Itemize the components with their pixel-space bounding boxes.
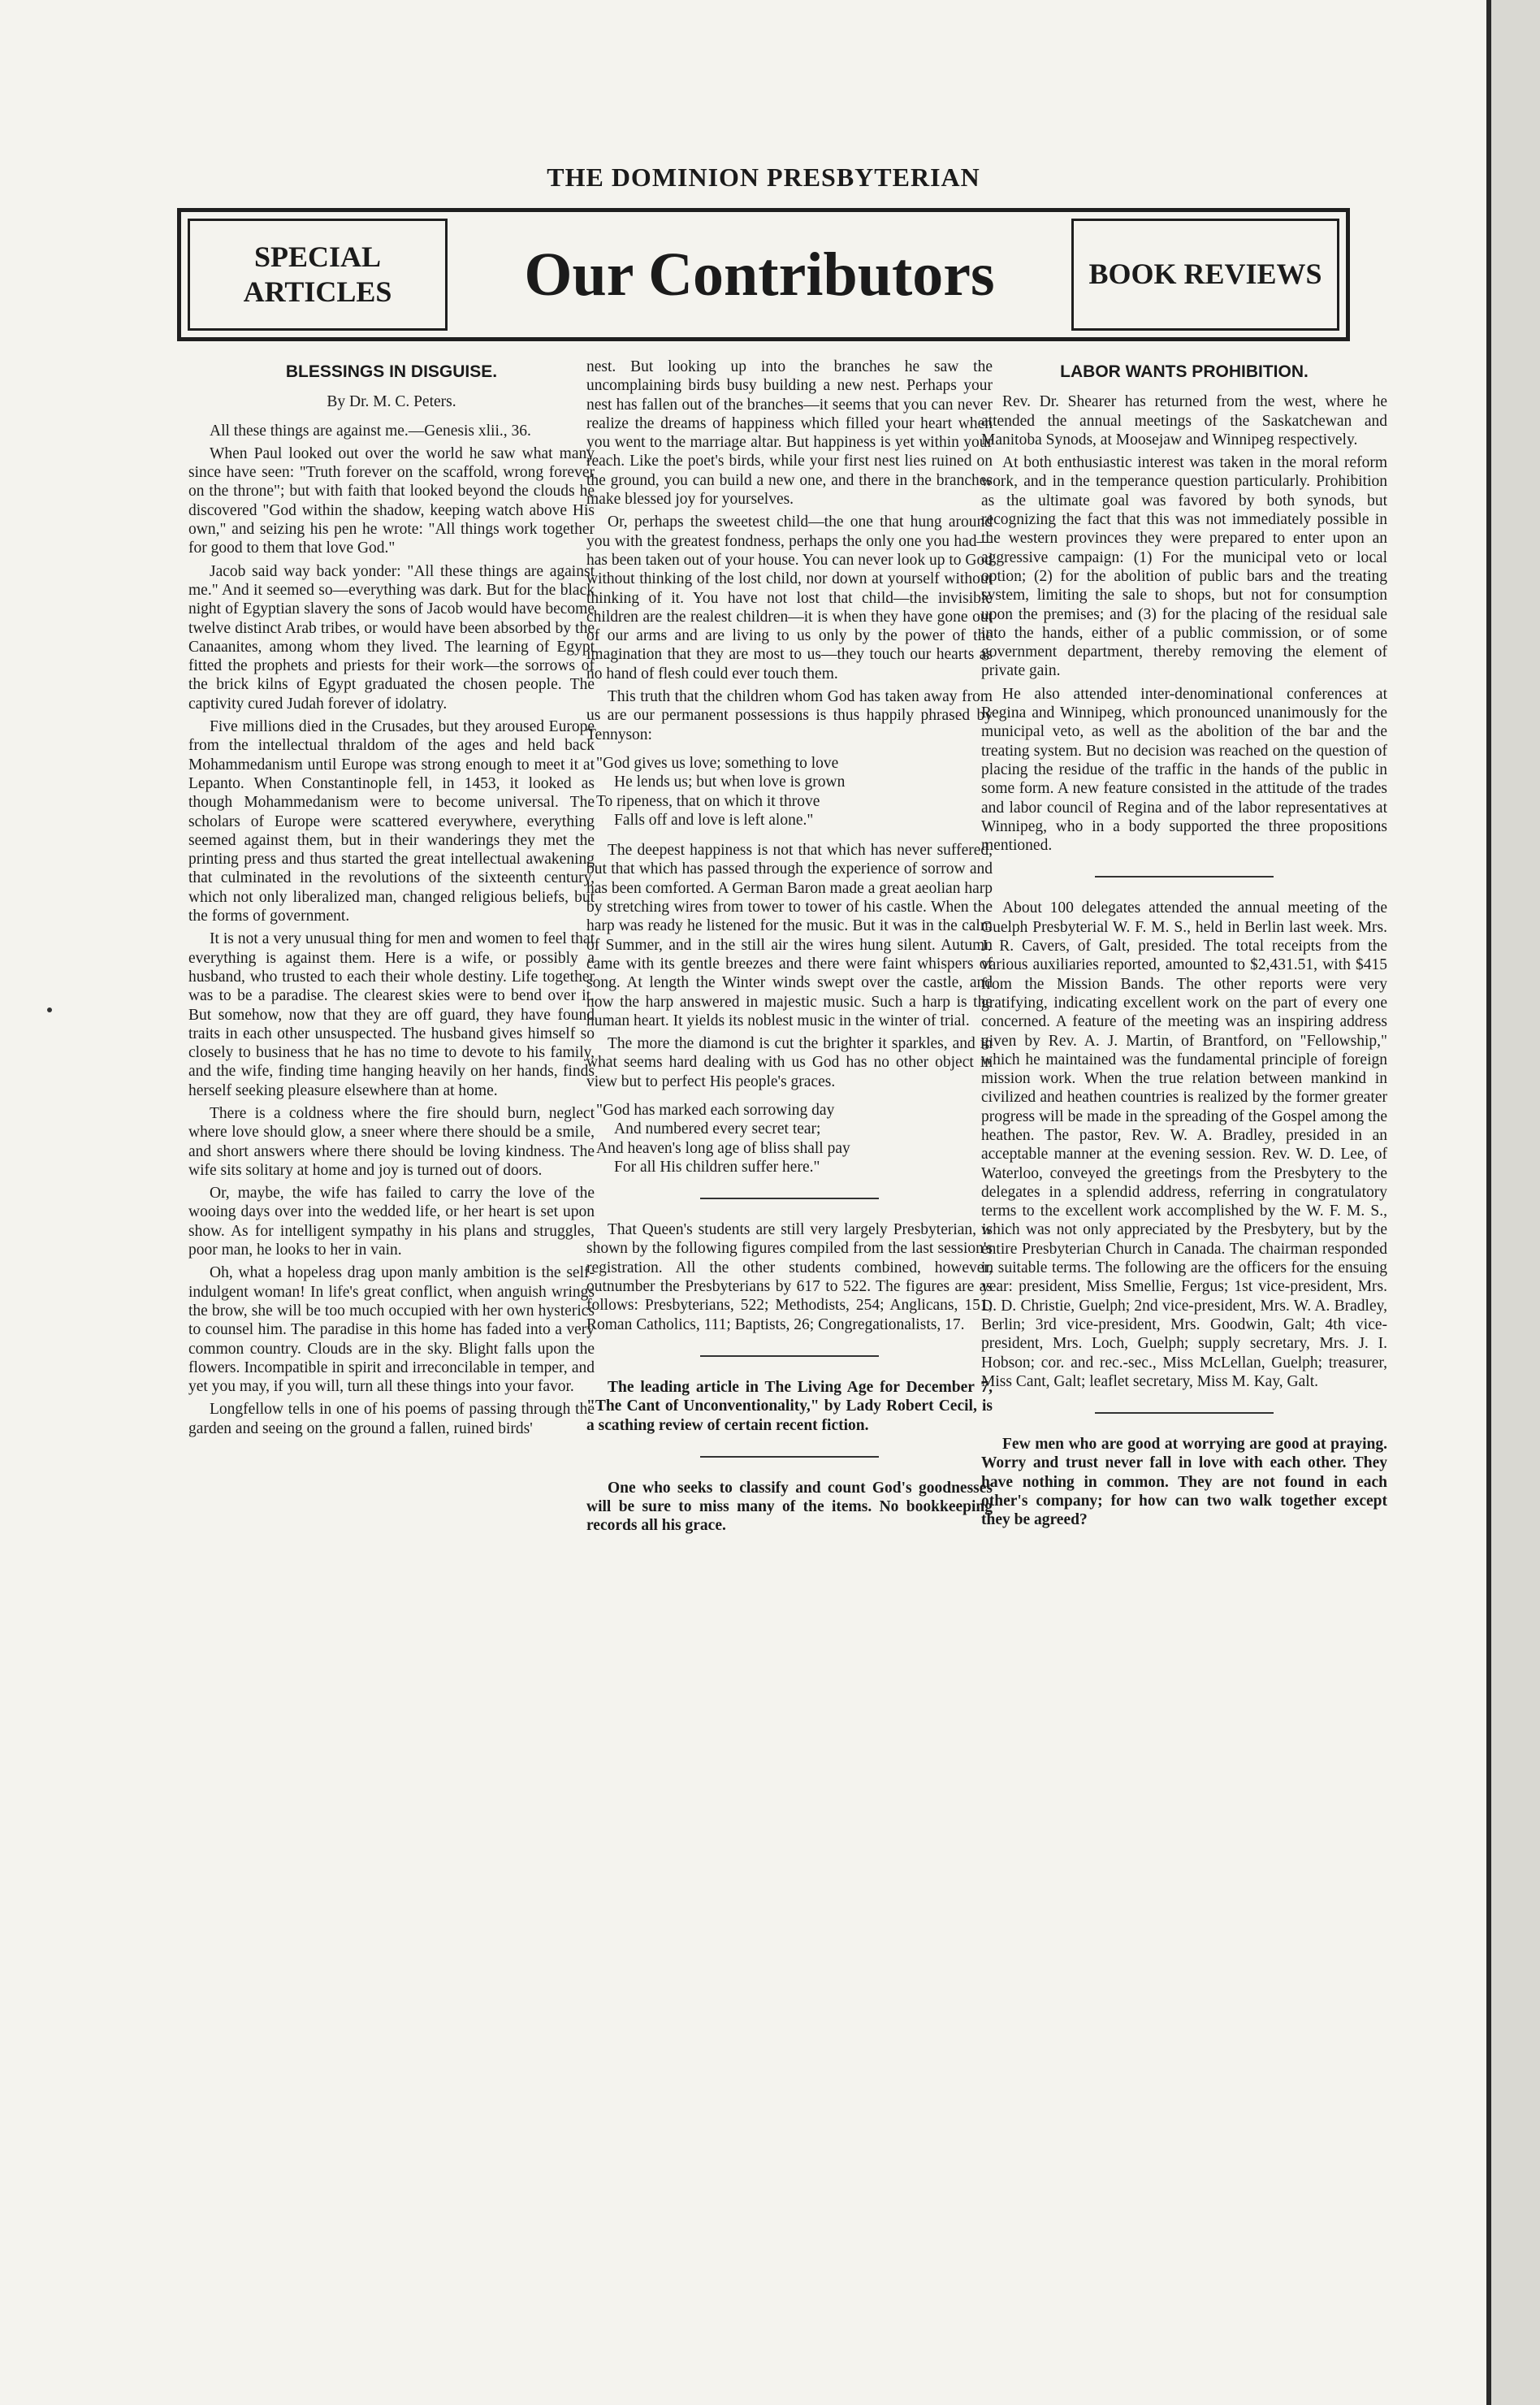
- masthead: THE DOMINION PRESBYTERIAN: [547, 162, 980, 192]
- article-headline: LABOR WANTS PROHIBITION.: [1060, 362, 1309, 381]
- paragraph: Longfellow tells in one of his poems of passing through the garden and seeing on the ground a fallen, ruined birds': [188, 1401, 595, 1437]
- special-articles-box: SPECIAL ARTICLES: [188, 219, 448, 331]
- verse-line: "God gives us love; something to love: [596, 754, 839, 772]
- column-3: [981, 358, 1387, 1534]
- paragraph: About 100 delegates attended the annual meeting of the Guelph Presbyterial W. F. M. S., held in Berlin last week. Mrs. J. R. Cavers, of Galt, presided. The total receipts from the various auxiliaries reported, amounted to $2,431.51, with $415 from the Mission Bands. The other reports were very gratifying, indicating excellent work on the part of every one concerned. A feature of the meeting was an inspiring address given by Rev. A. J. Martin, of Brantford, on "Fellowship," which he maintained was the fundamental principle of foreign mission work. When the true relation between mankind in civilized and heathen countries is realized by the former greater progress will be made in the spreading of the Gospel among the heathen. The pastor, Rev. W. A. Bradley, presided in an acceptable manner at the evening session. Rev. W. D. Lee, of Waterloo, conveyed the greetings from the Presbytery to the delegates in a splendid address, referring in congratulatory terms to the excellent work accomplished by the W. F. M. S., which was not only appreciated by the Presbytery, but by the entire Presbyterian Church in Canada. The chairman responded in suitable terms. The following are the officers for the ensuing year: president, Miss Smellie, Fergus; 1st vice-president, Mrs. D. D. Christie, Guelph; 2nd vice-president, Mrs. W. A. Bradley, Berlin; 3rd vice-president, Mrs. Goodwin, Galt; 4th vice-president, Mrs. Loch, Guelph; supply secretary, Mrs. J. I. Hobson; cor. and rec.-sec., Miss McLellan, Guelph; treasurer, Miss Cant, Galt; leaflet secretary, Miss M. Kay, Galt.: [981, 899, 1387, 1390]
- paragraph: This truth that the children whom God has taken away from us are our permanent possessions is thus happily phrased by Tennyson:: [586, 688, 993, 743]
- divider-rule: [700, 1456, 879, 1458]
- paragraph: Five millions died in the Crusades, but they aroused Europe from the intellectual thraldom of the ages and held back Mohammedanism until Europe was strong enough to meet it at Lepanto. When Constantinople fell, in 1453, it looked as though Mohammedanism were to become universal. The scholars of Europe were scattered everywhere, everything seemed against them, but in their wanderings they met the printing press and thus started the great intellectual awakening that culminated in the revolutions of the sixteenth century, which not only liberalized man, changed religious beliefs, but the forms of government.: [188, 718, 595, 925]
- section-title: Our Contributors: [524, 240, 995, 309]
- paragraph: The deepest happiness is not that which has never suffered, but that which has passed through the experience of sorrow and has been comforted. A German Baron made a great aeolian harp by stretching wires from tower to tower of his castle. When the harp was ready he listened for the music. But it was in the calm of Summer, and in the still air the wires hung silent. Autumn came with its gentle breezes and there were faint whispers of song. At length the Winter winds swept over the castle, and now the harp answered in majestic music. Such a harp is the human heart. It yields its noblest music in the winter of trial.: [586, 842, 993, 1029]
- verse-line: And heaven's long age of bliss shall pay: [596, 1139, 850, 1157]
- paragraph: It is not a very unusual thing for men and women to feel that everything is against them. Here is a wife, or possibly a husband, who trusted to each their whole destiny. Life together was to be a paradise. The clearest skies were to bend over it. But somehow, now that they are off guard, they have found traits in each other unsuspected. The husband gives himself so closely to business that he has no time to devote to his family, and the wife, finding time hanging heavily on her hands, finds herself seeking pleasure elsewhere than at home.: [188, 930, 595, 1099]
- paragraph: One who seeks to classify and count God's goodnesses will be sure to miss many of the items. No bookkeeping records all his grace.: [586, 1479, 993, 1535]
- paragraph: That Queen's students are still very largely Presbyterian, is shown by the following figures compiled from the last session's registration. All the other students combined, however, outnumber the Presbyterians by 617 to 522. The figures are as follows: Presbyterians, 522; Methodists, 254; Anglicans, 151; Roman Catholics, 111; Baptists, 26; Congregationalists, 17.: [586, 1221, 993, 1333]
- paragraph: Oh, what a hopeless drag upon manly ambition is the self-indulgent woman! In life's great conflict, when anguish wrings the brow, she will be too much occupied with her own hysterics to counsel him. The paradise in this home has faded into a very common country. Clouds are in the sky. Blight falls upon the flowers. Incompatible in spirit and irreconcilable in temper, and yet you may, if you will, turn all these things into your favor.: [188, 1264, 595, 1396]
- page-edge: [1486, 0, 1540, 2405]
- paragraph: At both enthusiastic interest was taken in the moral reform work, and in the temperance question particularly. Prohibition as the ultimate goal was favored by both synods, but recognizing the fact that this was not immediately possible in the western provinces they were prepared to enter upon an aggressive campaign: (1) For the municipal veto or local option; (2) for the abolition of public bars and the treating system, limiting the sale to shops, but not for consumption upon the premises; and (3) for the placing of the residual sale into the hands, either of a public commission, or of some government department, thereby removing the element of private gain.: [981, 454, 1387, 680]
- ink-dot: [47, 1008, 52, 1012]
- divider-rule: [1095, 876, 1274, 878]
- divider-rule: [700, 1198, 879, 1199]
- verse-line: He lends us; but when love is grown: [614, 774, 846, 791]
- poem-verse: [596, 1101, 993, 1176]
- verse-line: And numbered every secret tear;: [614, 1120, 821, 1138]
- column-2: [586, 358, 993, 1540]
- paragraph: The more the diamond is cut the brighter it sparkles, and in what seems hard dealing with us God has no other object in view but to perfect His people's graces.: [586, 1035, 993, 1090]
- paragraph: Jacob said way back yonder: "All these things are against me." And it seemed so—everything was dark. But for the black night of Egyptian slavery the sons of Jacob would have become twelve distinct Arab tribes, or would have been absorbed by the Canaanites, among whom they lived. The learning of Egypt fitted the prophets and priests for their work—the sorrows of the brick kilns of Egypt graduated the chosen people. The captivity cured Judah forever of idolatry.: [188, 562, 595, 713]
- article-headline: BLESSINGS IN DISGUISE.: [285, 362, 498, 381]
- paragraph: nest. But looking up into the branches he saw the uncomplaining birds busy building a new nest. Perhaps your nest has fallen out of the branches—it seems that you can never realize the dreams of happiness which filled your heart when you went to the marriage altar. But happiness is yet within your reach. Like the poet's birds, while your first nest lies ruined on the ground, you can build a new one, and there in the branches make blessed joy for yourselves.: [586, 358, 993, 509]
- paragraph: The leading article in The Living Age for December 7, "The Cant of Unconventionality," by Lady Robert Cecil, is a scathing review of certain recent fiction.: [586, 1378, 993, 1434]
- verse-line: For all His children suffer here.": [614, 1158, 820, 1176]
- divider-rule: [700, 1355, 879, 1357]
- divider-rule: [1095, 1412, 1274, 1414]
- paragraph: Few men who are good at worrying are good at praying. Worry and trust never fall in love with each other. They have nothing in common. They are not found in each other's company; for how can two walk together except they be agreed?: [981, 1436, 1387, 1529]
- article-byline: By Dr. M. C. Peters.: [327, 393, 456, 411]
- paragraph: There is a coldness where the fire should burn, neglect where love should glow, a sneer where there should be a smile, and short answers where there should be loving kindness. The wife sits solitary at home and joy is turned out of doors.: [188, 1104, 595, 1179]
- verse-line: Falls off and love is left alone.": [614, 811, 814, 829]
- paragraph: Rev. Dr. Shearer has returned from the west, where he attended the annual meetings of the Saskatchewan and Manitoba Synods, at Moosejaw and Winnipeg respectively.: [981, 393, 1387, 448]
- book-reviews-box: BOOK REVIEWS: [1071, 219, 1339, 331]
- section-banner: [177, 208, 1350, 341]
- verse-line: To ripeness, that on which it throve: [596, 792, 820, 810]
- poem-verse: [596, 754, 993, 830]
- paragraph: Or, maybe, the wife has failed to carry the love of the wooing days over into the wedded life, or her heart is set upon show. As for intelligent sympathy in his plans and struggles, poor man, he looks to her in vain.: [188, 1185, 595, 1259]
- column-1: [188, 358, 595, 1442]
- paragraph: When Paul looked out over the world he saw what many since have seen: "Truth forever on the scaffold, wrong forever on the throne"; but with faith that looked beyond the clouds he discovered "God within the shadow, keeping watch above His own," and seizing his pen he wrote: "All things work together for good to them that love God.": [188, 444, 595, 557]
- paragraph: Or, perhaps the sweetest child—the one that hung around you with the greatest fondness, perhaps the only one you had—has been taken out of your house. You can never look up to God without thinking of the lost child, nor down at yourself without thinking of it. You have not lost that child—the invisible children are the realest children—it is when they have gone out of our arms and are living to us only by the power of the imagination that they are most to us—they touch our hearts as no hand of flesh could ever touch them.: [586, 514, 993, 682]
- paragraph: All these things are against me.—Genesis xlii., 36.: [210, 422, 531, 440]
- verse-line: "God has marked each sorrowing day: [596, 1101, 835, 1119]
- paragraph: He also attended inter-denominational conferences at Regina and Winnipeg, which pronounced unanimously for the municipal veto, as well as the abolition of the bar and the treating system. But no decision was reached on the question of placing the residue of the traffic in the hands of the public in some form. A new feature consisted in the attitude of the trades and labor council of Regina and of the labor representatives at Winnipeg, who in a body supported the three propositions mentioned.: [981, 685, 1387, 855]
